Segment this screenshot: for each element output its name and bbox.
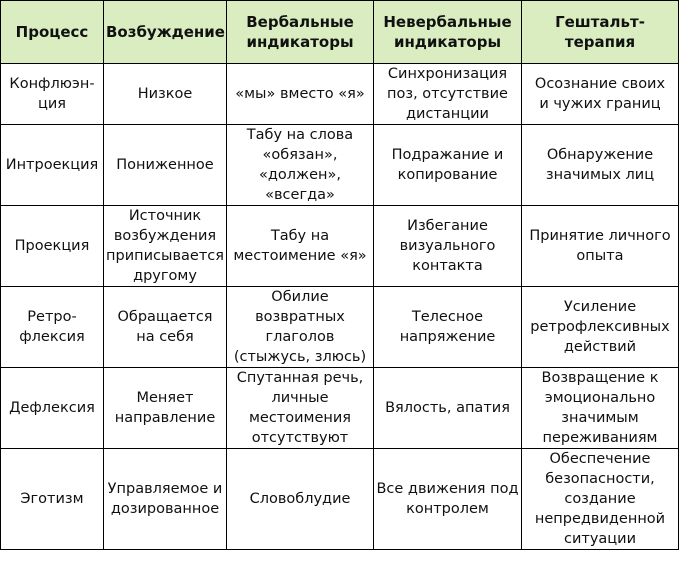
cell-nonverbal: Синхронизация поз, отсутствие дистанции bbox=[374, 64, 522, 125]
cell-arousal: Управляемое и дозированное bbox=[104, 449, 227, 550]
cell-arousal: Пониженное bbox=[104, 125, 227, 206]
cell-verbal: Табу на слова «обязан», «должен», «всегда» bbox=[227, 125, 374, 206]
table-row bbox=[1, 206, 679, 287]
cell-therapy: Обеспечение безопасности, создание непредвиденной ситуации bbox=[522, 449, 679, 550]
cell-verbal: Спутанная речь, личные местоимения отсутствуют bbox=[227, 368, 374, 449]
cell-verbal: Табу на местоимение «я» bbox=[227, 206, 374, 287]
header-process: Процесс bbox=[1, 1, 104, 64]
cell-arousal: Обращается на себя bbox=[104, 287, 227, 368]
cell-verbal: Обилие возвратных глаголов (стыжусь, злюсь) bbox=[227, 287, 374, 368]
cell-arousal: Меняет направление bbox=[104, 368, 227, 449]
table-row bbox=[1, 287, 679, 368]
cell-process: Ретро- флексия bbox=[1, 287, 104, 368]
cell-nonverbal: Избегание визуального контакта bbox=[374, 206, 522, 287]
header-nonverbal-indicators: Невербальные индикаторы bbox=[374, 1, 522, 64]
header-gestalt-therapy: Гештальт- терапия bbox=[522, 1, 679, 64]
table-row bbox=[1, 64, 679, 125]
cell-nonverbal: Вялость, апатия bbox=[374, 368, 522, 449]
cell-process: Конфлюэн- ция bbox=[1, 64, 104, 125]
cell-nonverbal: Все движения под контролем bbox=[374, 449, 522, 550]
cell-therapy: Усиление ретрофлексивных действий bbox=[522, 287, 679, 368]
cell-therapy: Принятие личного опыта bbox=[522, 206, 679, 287]
cell-nonverbal: Телесное напряжение bbox=[374, 287, 522, 368]
cell-process: Дефлексия bbox=[1, 368, 104, 449]
cell-therapy: Обнаружение значимых лиц bbox=[522, 125, 679, 206]
cell-process: Интроекция bbox=[1, 125, 104, 206]
cell-process: Эготизм bbox=[1, 449, 104, 550]
cell-verbal: Словоблудие bbox=[227, 449, 374, 550]
table-row bbox=[1, 125, 679, 206]
cell-process: Проекция bbox=[1, 206, 104, 287]
cell-arousal: Низкое bbox=[104, 64, 227, 125]
table-header-row bbox=[1, 1, 679, 64]
cell-therapy: Возвращение к эмоционально значимым переживаниям bbox=[522, 368, 679, 449]
cell-nonverbal: Подражание и копирование bbox=[374, 125, 522, 206]
cell-verbal: «мы» вместо «я» bbox=[227, 64, 374, 125]
header-verbal-indicators: Вербальные индикаторы bbox=[227, 1, 374, 64]
table-row bbox=[1, 449, 679, 550]
cell-arousal: Источник возбуждения приписывается другому bbox=[104, 206, 227, 287]
cell-therapy: Осознание своих и чужих границ bbox=[522, 64, 679, 125]
header-arousal: Возбуждение bbox=[104, 1, 227, 64]
table-row bbox=[1, 368, 679, 449]
